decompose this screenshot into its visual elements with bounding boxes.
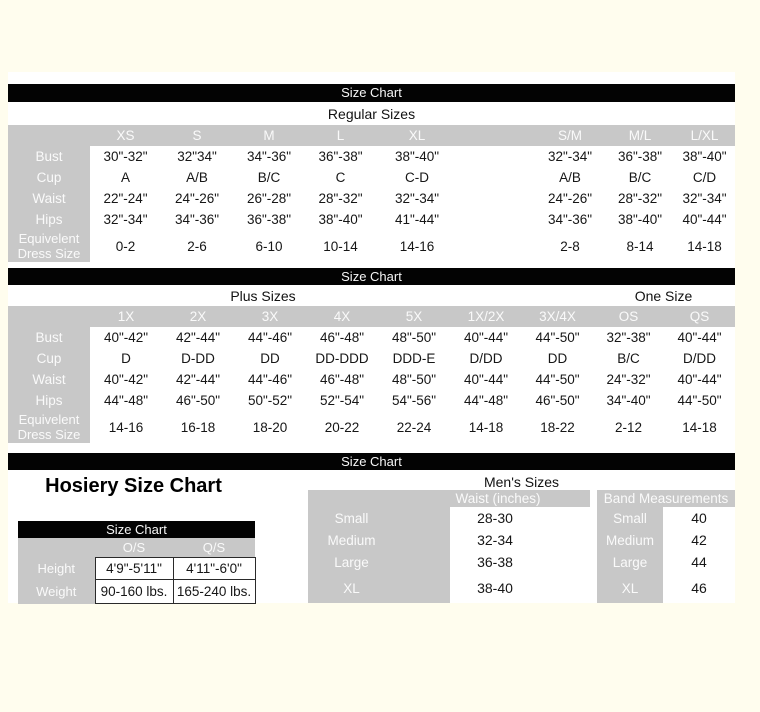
size-cell: B/C xyxy=(233,167,305,188)
gap-cell xyxy=(458,209,534,230)
size-cell: 42 xyxy=(663,529,735,551)
waist-inches-header: Waist (inches) xyxy=(455,491,541,506)
row-label: Waist xyxy=(8,369,90,390)
size-cell: 46"-50" xyxy=(162,390,234,411)
size-cell: 40"-42" xyxy=(90,369,162,390)
column-header: 5X xyxy=(378,306,450,327)
size-cell: 32"-34" xyxy=(376,188,458,209)
column-header: 1X xyxy=(90,306,162,327)
mens-band-header-band xyxy=(597,490,735,507)
size-cell: 14-18 xyxy=(450,411,522,443)
size-cell: 40"-44" xyxy=(674,209,735,230)
size-cell: B/C xyxy=(606,167,674,188)
size-cell: 38"-40" xyxy=(376,146,458,167)
size-cell: 14-16 xyxy=(90,411,162,443)
column-header: QS xyxy=(664,306,735,327)
corner-cell xyxy=(8,306,90,327)
column-header: L xyxy=(305,125,376,146)
size-cell: 34"-36" xyxy=(161,209,233,230)
column-header: M/L xyxy=(606,125,674,146)
size-cell: 14-18 xyxy=(674,230,735,262)
size-chart-bar-plus xyxy=(8,268,735,285)
table-row xyxy=(8,188,735,209)
bar-title: Size Chart xyxy=(341,85,402,100)
size-cell: DDD-E xyxy=(378,348,450,369)
column-header: 1X/2X xyxy=(450,306,522,327)
table-row xyxy=(8,390,735,411)
column-header: Q/S xyxy=(173,538,255,558)
size-cell: 18-20 xyxy=(234,411,306,443)
size-cell: 46"-48" xyxy=(306,327,378,348)
plus-sizes-table xyxy=(8,306,735,443)
size-cell: 0-2 xyxy=(90,230,161,262)
hosiery-title: Hosiery Size Chart xyxy=(45,475,222,497)
size-cell: 36"-38" xyxy=(606,146,674,167)
size-cell: 14-18 xyxy=(664,411,735,443)
size-cell: A/B xyxy=(161,167,233,188)
size-cell: 32"-34" xyxy=(534,146,606,167)
column-header: M xyxy=(233,125,305,146)
size-cell: 50"-52" xyxy=(234,390,306,411)
column-header: S xyxy=(161,125,233,146)
row-label: XL xyxy=(597,573,663,603)
bar-title: Size Chart xyxy=(341,454,402,469)
size-cell: 22"-24" xyxy=(90,188,161,209)
size-cell: 44"-46" xyxy=(234,327,306,348)
column-header: 2X xyxy=(162,306,234,327)
table-header-row xyxy=(8,125,735,146)
size-cell: 14-16 xyxy=(376,230,458,262)
size-cell: 42"-44" xyxy=(162,327,234,348)
size-cell: 30"-32" xyxy=(90,146,161,167)
size-cell: 38"-40" xyxy=(606,209,674,230)
column-header: 3X/4X xyxy=(522,306,593,327)
size-cell: 26"-28" xyxy=(233,188,305,209)
size-cell: 8-14 xyxy=(606,230,674,262)
row-label: Small xyxy=(597,507,663,529)
hosiery-table xyxy=(18,521,256,604)
size-cell: 34"-40" xyxy=(593,390,664,411)
size-cell: 34"-36" xyxy=(233,146,305,167)
table-row xyxy=(18,558,255,580)
table-header-row xyxy=(18,521,255,538)
size-cell: 28"-32" xyxy=(606,188,674,209)
size-cell: 48"-50" xyxy=(378,369,450,390)
size-cell: 46 xyxy=(663,573,735,603)
size-cell: 32"-34" xyxy=(90,209,161,230)
size-cell: DD-DDD xyxy=(306,348,378,369)
plus-sizes-heading: Plus Sizes xyxy=(230,288,296,304)
size-cell: 22-24 xyxy=(378,411,450,443)
size-cell: 44"-48" xyxy=(450,390,522,411)
row-label: Bust xyxy=(8,146,90,167)
gap-cell xyxy=(458,146,534,167)
size-cell: 32-34 xyxy=(450,529,590,551)
size-cell: 40"-44" xyxy=(664,327,735,348)
gap-column-header xyxy=(458,125,534,146)
row-label: Large xyxy=(597,551,663,573)
table-row xyxy=(8,369,735,390)
size-cell: 24"-26" xyxy=(534,188,606,209)
size-cell: DD xyxy=(522,348,593,369)
gap-cell xyxy=(458,188,534,209)
row-label: Equivelent Dress Size xyxy=(8,230,90,262)
size-cell: 34"-36" xyxy=(534,209,606,230)
table-row xyxy=(8,209,735,230)
row-label: Large xyxy=(308,551,450,573)
size-cell: 16-18 xyxy=(162,411,234,443)
table-row xyxy=(8,411,735,443)
size-cell: 48"-50" xyxy=(378,327,450,348)
band-measurements-header: Band Measurements xyxy=(603,491,729,506)
table-row xyxy=(8,167,735,188)
size-cell: 46"-50" xyxy=(522,390,593,411)
row-label: Medium xyxy=(597,529,663,551)
corner-cell xyxy=(18,538,95,558)
mens-band-table xyxy=(597,507,735,603)
corner-cell xyxy=(8,125,90,146)
mens-sizes-heading: Men's Sizes xyxy=(483,474,560,490)
size-cell: 24"-32" xyxy=(593,369,664,390)
row-label: Cup xyxy=(8,167,90,188)
size-cell: 4'11"-6'0" xyxy=(173,558,255,580)
hosiery-table-header: Size Chart xyxy=(18,521,255,538)
size-cell: B/C xyxy=(593,348,664,369)
size-cell: 18-22 xyxy=(522,411,593,443)
table-row xyxy=(18,538,255,558)
size-cell: D/DD xyxy=(450,348,522,369)
size-cell: D/DD xyxy=(664,348,735,369)
gap-cell xyxy=(458,230,534,262)
size-cell: 44 xyxy=(663,551,735,573)
row-label: Cup xyxy=(8,348,90,369)
regular-sizes-heading: Regular Sizes xyxy=(327,106,416,122)
size-cell: 2-8 xyxy=(534,230,606,262)
row-label: Height xyxy=(18,558,95,580)
size-cell: C/D xyxy=(674,167,735,188)
size-cell: 24"-26" xyxy=(161,188,233,209)
regular-sizes-table xyxy=(8,125,735,262)
row-label: Bust xyxy=(8,327,90,348)
mens-waist-table xyxy=(308,507,590,603)
size-cell: 40"-44" xyxy=(450,369,522,390)
row-label: Waist xyxy=(8,188,90,209)
size-cell: 40 xyxy=(663,507,735,529)
size-chart-bar-bottom xyxy=(8,453,735,470)
size-cell: 40"-44" xyxy=(450,327,522,348)
size-cell: 38-40 xyxy=(450,573,590,603)
row-label: Small xyxy=(308,507,450,529)
row-label: Medium xyxy=(308,529,450,551)
size-cell: C-D xyxy=(376,167,458,188)
size-cell: 2-6 xyxy=(161,230,233,262)
row-label: Weight xyxy=(18,580,95,604)
size-cell: 90-160 lbs. xyxy=(95,580,173,604)
size-cell: 32"-34" xyxy=(674,188,735,209)
row-label: Equivelent Dress Size xyxy=(8,411,90,443)
row-label: Hips xyxy=(8,390,90,411)
size-cell: 36"-38" xyxy=(233,209,305,230)
table-row xyxy=(8,327,735,348)
table-row xyxy=(18,580,255,604)
size-cell: 38"-40" xyxy=(305,209,376,230)
column-header: O/S xyxy=(95,538,173,558)
row-label: XL xyxy=(308,573,450,603)
size-cell: 52"-54" xyxy=(306,390,378,411)
table-row xyxy=(8,348,735,369)
size-cell: 41"-44" xyxy=(376,209,458,230)
size-cell: A/B xyxy=(534,167,606,188)
one-size-heading: One Size xyxy=(634,288,693,304)
size-cell: 40"-44" xyxy=(664,369,735,390)
size-cell: 42"-44" xyxy=(162,369,234,390)
size-cell: C xyxy=(305,167,376,188)
size-cell: 46"-48" xyxy=(306,369,378,390)
row-label: Hips xyxy=(8,209,90,230)
size-cell: D-DD xyxy=(162,348,234,369)
column-header: L/XL xyxy=(674,125,735,146)
size-cell: 38"-40" xyxy=(674,146,735,167)
size-cell: 36"-38" xyxy=(305,146,376,167)
size-cell: 44"-50" xyxy=(664,390,735,411)
column-header: 3X xyxy=(234,306,306,327)
table-row xyxy=(8,230,735,262)
size-cell: 2-12 xyxy=(593,411,664,443)
size-cell: 44"-48" xyxy=(90,390,162,411)
table-row xyxy=(8,146,735,167)
size-cell: 6-10 xyxy=(233,230,305,262)
size-cell: 20-22 xyxy=(306,411,378,443)
column-header: XL xyxy=(376,125,458,146)
size-cell: A xyxy=(90,167,161,188)
size-cell: 28-30 xyxy=(450,507,590,529)
size-cell: DD xyxy=(234,348,306,369)
size-cell: 44"-50" xyxy=(522,327,593,348)
size-cell: 44"-46" xyxy=(234,369,306,390)
size-cell: 32"34" xyxy=(161,146,233,167)
column-header: XS xyxy=(90,125,161,146)
size-cell: D xyxy=(90,348,162,369)
size-cell: 165-240 lbs. xyxy=(173,580,255,604)
column-header: 4X xyxy=(306,306,378,327)
size-cell: 28"-32" xyxy=(305,188,376,209)
mens-waist-header-band xyxy=(308,490,590,507)
column-header: OS xyxy=(593,306,664,327)
size-cell: 32"-38" xyxy=(593,327,664,348)
table-header-row xyxy=(8,306,735,327)
size-chart-bar-regular xyxy=(8,84,735,102)
column-header: S/M xyxy=(534,125,606,146)
size-cell: 10-14 xyxy=(305,230,376,262)
size-cell: 36-38 xyxy=(450,551,590,573)
size-cell: 40"-42" xyxy=(90,327,162,348)
content-panel xyxy=(8,72,735,603)
bar-title: Size Chart xyxy=(341,269,402,284)
size-cell: 44"-50" xyxy=(522,369,593,390)
gap-cell xyxy=(458,167,534,188)
size-cell: 54"-56" xyxy=(378,390,450,411)
size-cell: 4'9"-5'11" xyxy=(95,558,173,580)
